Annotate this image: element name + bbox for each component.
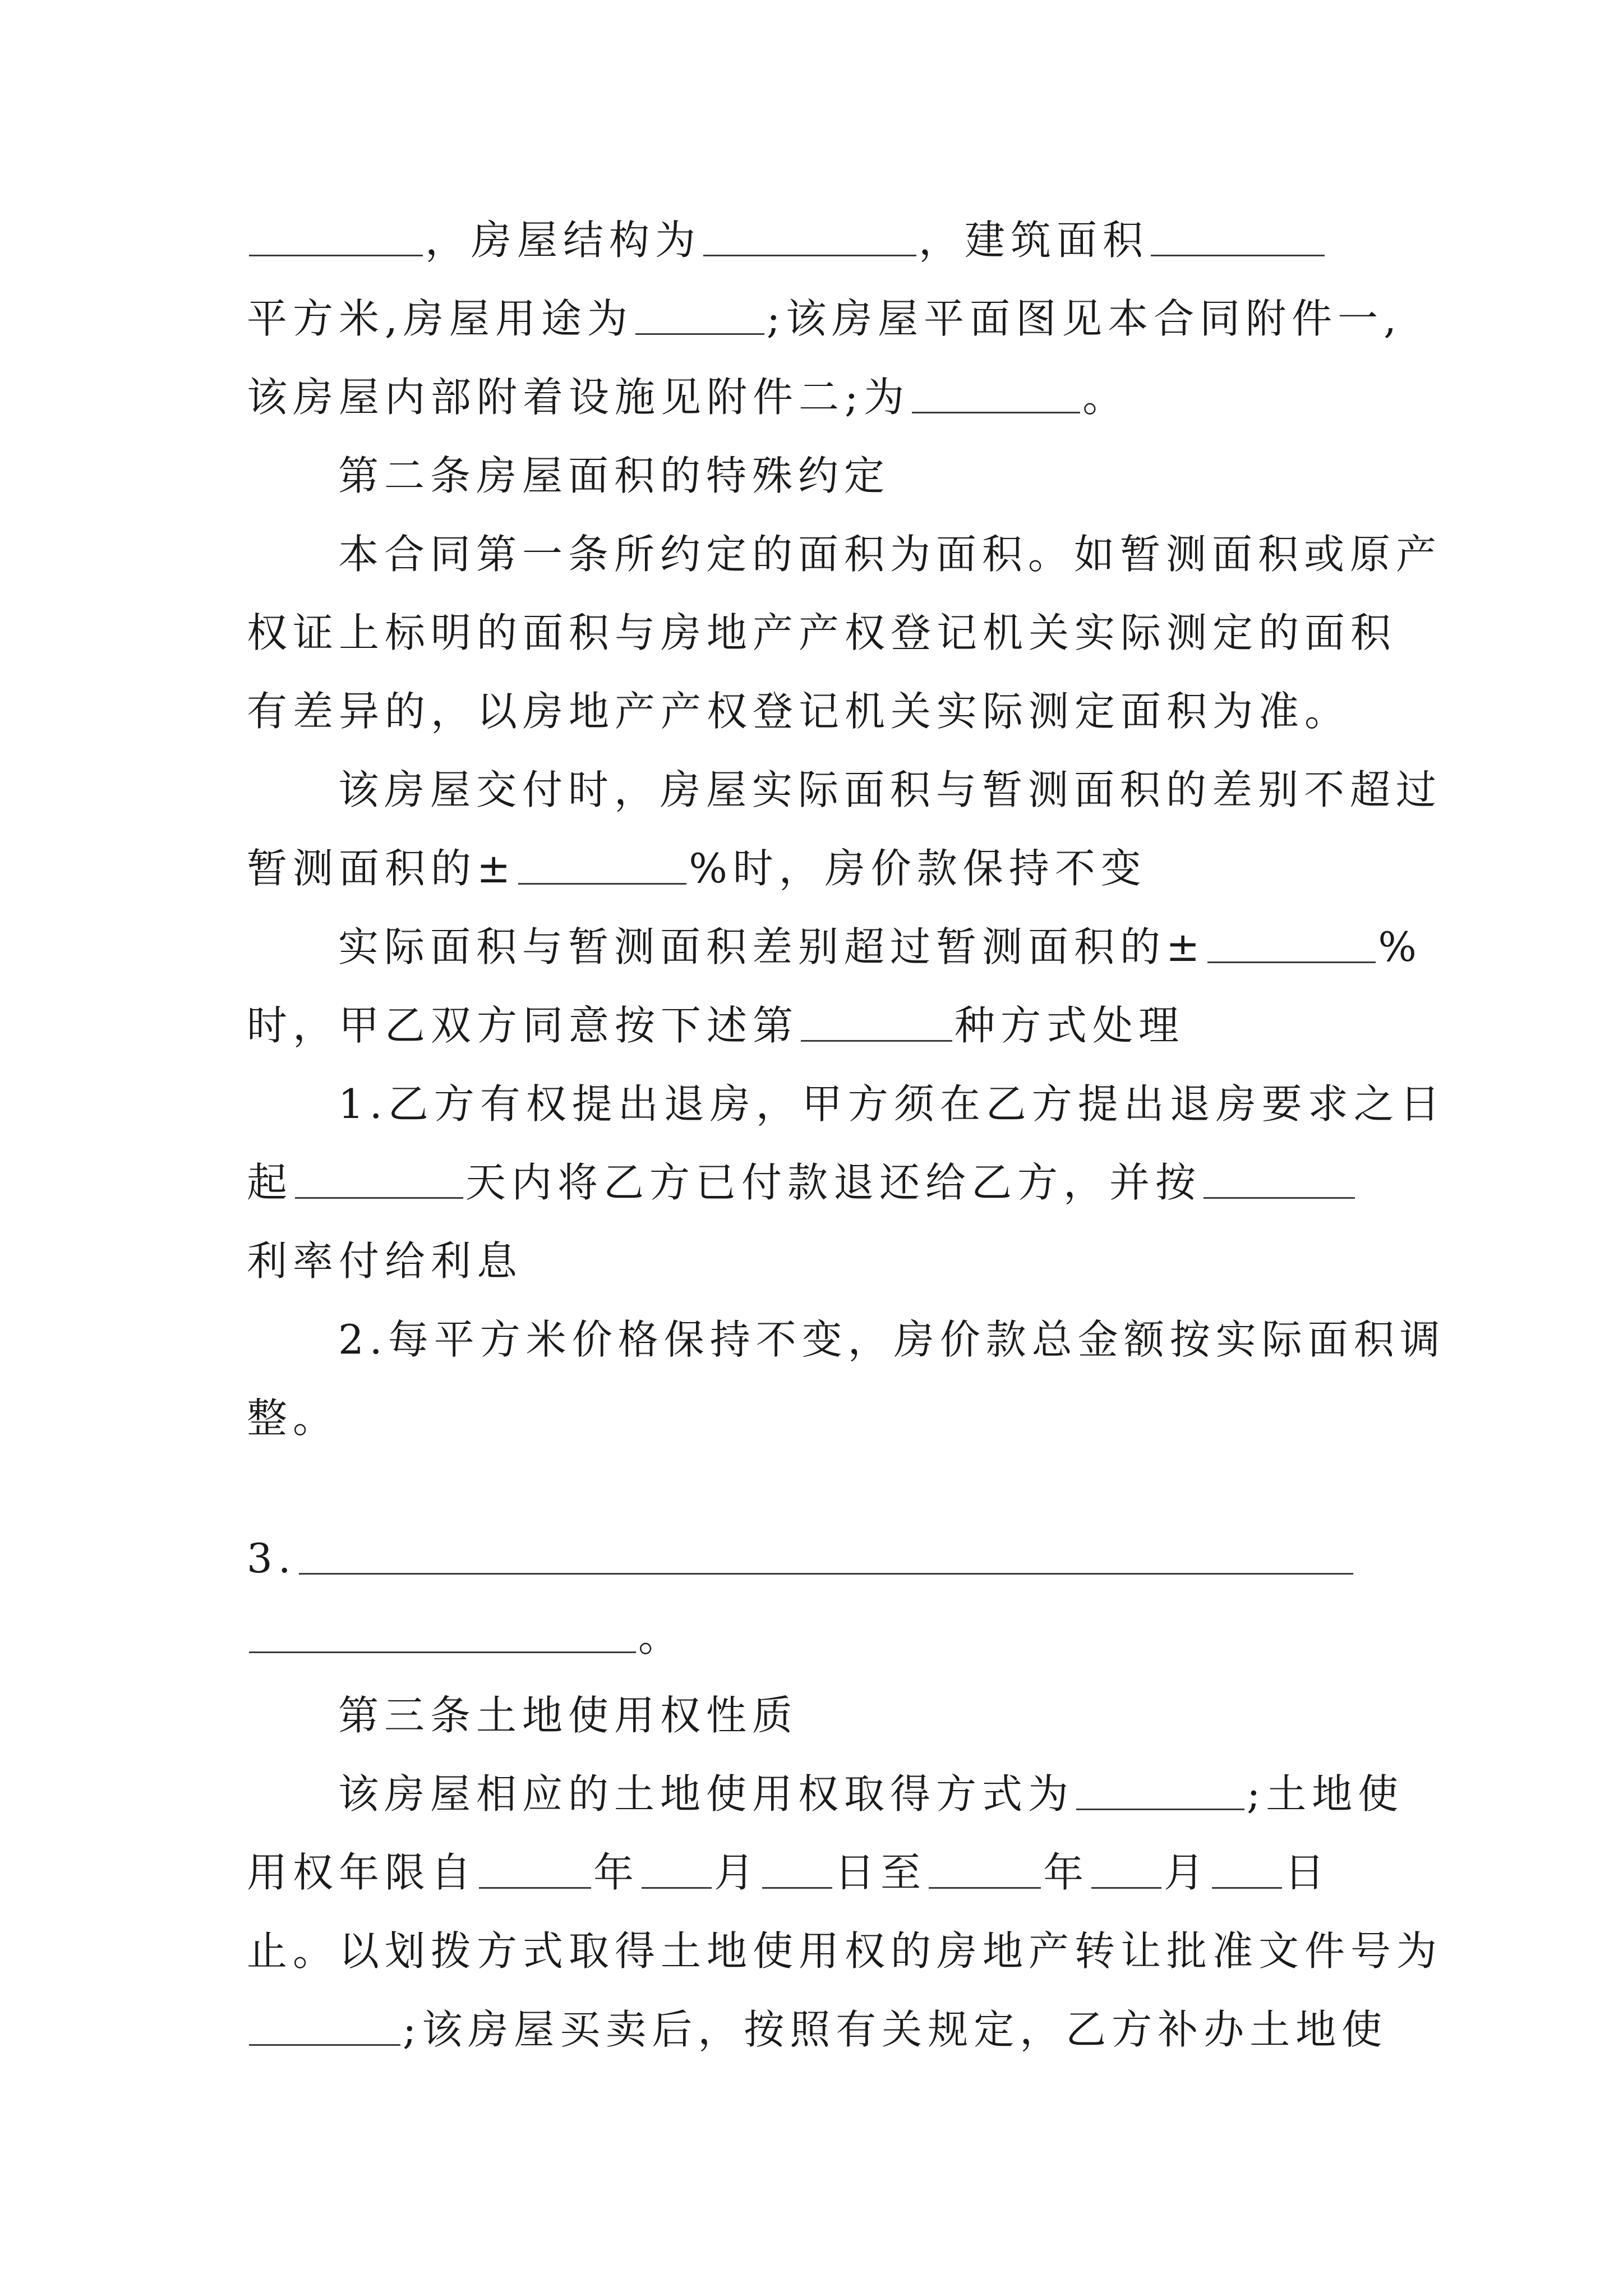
line-text: 该房屋相应的土地使用权取得方式为 [338, 1770, 1075, 1818]
line-text: 止。以划拨方式取得土地使用权的房地产转让批准文件号为 [247, 1927, 1443, 1975]
text-line-6 [247, 599, 1396, 666]
text-line-22 [247, 1917, 1443, 1985]
blank-field [912, 412, 1080, 413]
text-line-23 [247, 1996, 1396, 2063]
text-line-17 [247, 1525, 1396, 1592]
blank-field [299, 1573, 1353, 1575]
text-line-16 [247, 1384, 1396, 1452]
blank-field [1204, 1197, 1355, 1199]
line-text: ，建筑面积 [919, 217, 1149, 264]
line-text: 年 [1043, 1849, 1090, 1896]
line-text: 平方米,房屋用途为 [247, 295, 633, 342]
text-line-5 [338, 521, 1488, 588]
blank-field [642, 1887, 712, 1889]
line-text: 种方式处理 [955, 1002, 1185, 1049]
line-text: 实际面积与暂测面积差别超过暂测面积的± [338, 923, 1206, 970]
line-text: 。 [638, 1613, 685, 1660]
line-text: %时，房价款保持不变 [689, 845, 1147, 892]
text-line-3 [247, 364, 1396, 431]
line-text: ;土地使 [1247, 1770, 1404, 1818]
line-text: 有差异的，以房地产产权登记机关实际测定面积为准。 [247, 688, 1351, 735]
blank-field [518, 883, 686, 885]
blank-field [1076, 1809, 1244, 1810]
text-line-1 [247, 206, 1396, 274]
line-text: ;该房屋平面图见本合同附件一, [766, 295, 1403, 342]
line-text: % [1378, 923, 1422, 970]
heading-text: 第三条土地使用权性质 [338, 1692, 799, 1739]
blank-field [1151, 255, 1325, 256]
blank-field [635, 333, 764, 335]
blank-field [1091, 1887, 1161, 1889]
line-text: 。 [1082, 374, 1129, 421]
line-text: 起 [247, 1159, 293, 1206]
line-text: 利率付给利息 [247, 1237, 523, 1285]
text-line-20 [338, 1760, 1488, 1828]
text-line-21 [247, 1839, 1396, 1906]
blank-field [249, 2044, 400, 2046]
section-heading-2 [338, 442, 1488, 509]
heading-text: 第二条房屋面积的特殊约定 [338, 452, 891, 499]
blank-field [1207, 961, 1376, 963]
text-line-18 [247, 1603, 1396, 1671]
text-line-8 [338, 756, 1488, 823]
text-line-10 [338, 913, 1488, 981]
blank-field [249, 1651, 636, 1653]
line-text: 月 [1164, 1849, 1210, 1896]
section-heading-3 [338, 1682, 1488, 1749]
line-text: 日 [1284, 1849, 1331, 1896]
line-text: 时，甲乙双方同意按下述第 [247, 1002, 799, 1049]
line-text: 日至 [834, 1849, 927, 1896]
line-text: ;该房屋买卖后，按照有关规定，乙方补办土地使 [403, 2006, 1388, 2053]
line-text: 整。 [247, 1395, 339, 1442]
blank-field [703, 255, 916, 256]
text-line-13 [247, 1149, 1396, 1216]
text-line-14 [247, 1227, 1396, 1295]
blank-field [801, 1040, 952, 1042]
blank-field [762, 1887, 832, 1889]
text-line-12 [338, 1070, 1488, 1138]
blank-field [929, 1887, 1041, 1889]
blank-field [479, 1887, 591, 1889]
line-text: 2.每平方米价格保持不变，房价款总金额按实际面积调 [338, 1316, 1446, 1363]
text-line-9 [247, 835, 1396, 902]
line-text: 本合同第一条所约定的面积为面积。如暂测面积或原产 [338, 531, 1442, 578]
text-line-11 [247, 992, 1396, 1059]
text-line-2 [247, 285, 1403, 352]
line-text: 权证上标明的面积与房地产产权登记机关实际测定的面积 [247, 609, 1397, 656]
blank-field [1212, 1887, 1282, 1889]
line-text: 该房屋内部附着设施见附件二;为 [247, 374, 910, 421]
line-text: 该房屋交付时，房屋实际面积与暂测面积的差别不超过 [338, 766, 1442, 813]
line-text: 年 [593, 1849, 640, 1896]
line-text: 暂测面积的± [247, 845, 517, 892]
line-text: 3. [247, 1535, 297, 1582]
blank-field [295, 1197, 463, 1199]
text-line-7 [247, 678, 1396, 745]
line-text: 用权年限自 [247, 1849, 477, 1896]
line-text: ，房屋结构为 [425, 217, 702, 264]
blank-field [249, 255, 423, 256]
line-text: 天内将乙方已付款退还给乙方，并按 [465, 1159, 1202, 1206]
line-text: 月 [714, 1849, 760, 1896]
text-line-15 [338, 1306, 1488, 1373]
line-text: 1.乙方有权提出退房，甲方须在乙方提出退房要求之日 [338, 1080, 1446, 1128]
